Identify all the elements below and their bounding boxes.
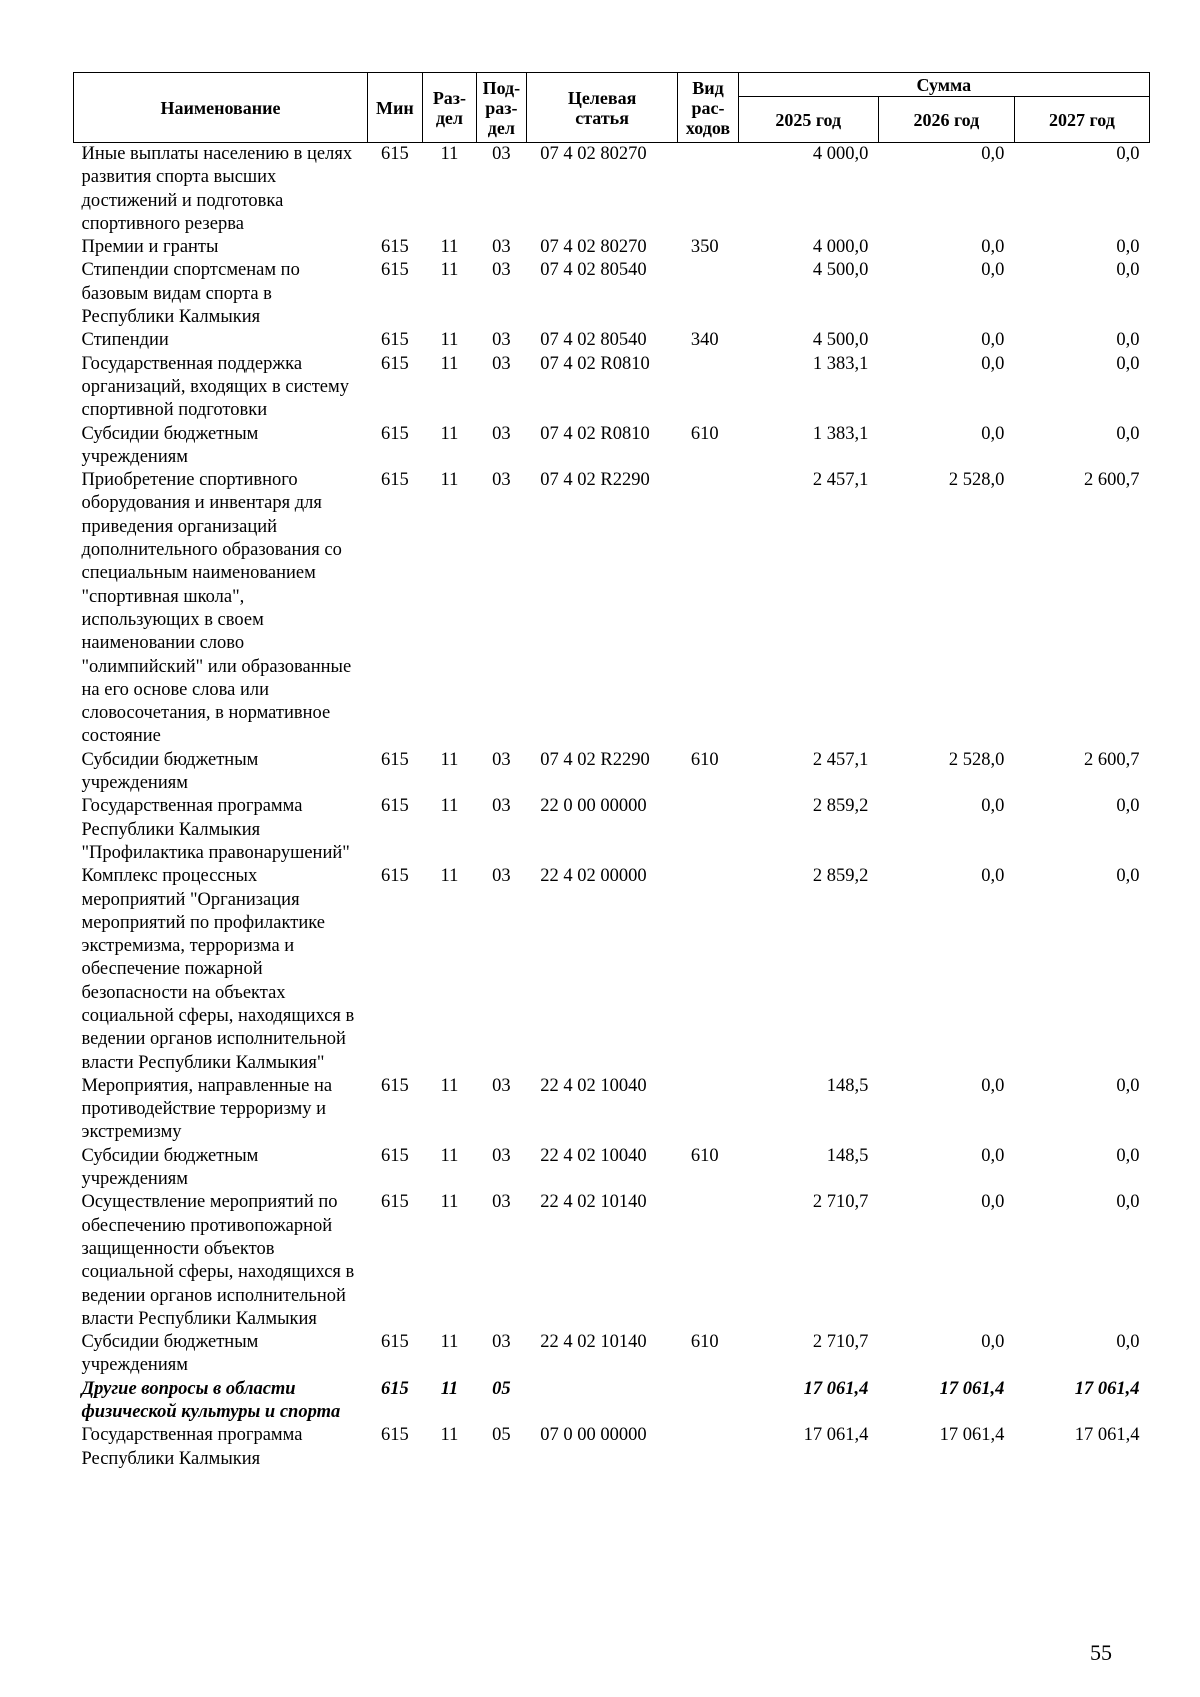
row-razdel: 11 xyxy=(440,1075,459,1096)
row-sum-2025: 2 710,7 xyxy=(812,1332,869,1353)
row-target-article: 07 4 02 80270 xyxy=(540,144,647,164)
table-row xyxy=(74,1075,1150,1145)
row-min: 615 xyxy=(381,353,409,374)
row-sum-2027: 2 600,7 xyxy=(1084,470,1140,491)
row-expense-type xyxy=(678,1191,738,1331)
row-name: Субсидии бюджетным учреждениям xyxy=(81,1145,259,1190)
row-sum-2027: 17 061,4 xyxy=(1074,1378,1140,1399)
row-sum-2025: 2 859,2 xyxy=(812,796,869,817)
row-min: 615 xyxy=(381,1378,409,1399)
row-name: Другие вопросы в области физической культуры и спорта xyxy=(81,1378,341,1423)
row-sum-2027: 0,0 xyxy=(1116,1332,1140,1353)
row-target-article: 07 4 02 R2290 xyxy=(540,749,650,770)
row-sum-2026: 17 061,4 xyxy=(939,1425,1005,1446)
row-razdel: 11 xyxy=(440,260,459,281)
row-podrazdel: 05 xyxy=(492,1378,511,1399)
row-expense-type xyxy=(678,865,738,1075)
row-name: Субсидии бюджетным учреждениям xyxy=(81,749,259,794)
row-razdel: 11 xyxy=(440,423,459,444)
row-sum-2027: 0,0 xyxy=(1116,144,1140,164)
row-sum-2026: 0,0 xyxy=(981,1332,1005,1353)
row-expense-type: 340 xyxy=(690,330,719,351)
row-expense-type: 350 xyxy=(690,237,719,258)
table-row xyxy=(74,143,1150,237)
row-min: 615 xyxy=(381,144,409,164)
table-row xyxy=(74,865,1150,1075)
row-expense-type xyxy=(678,353,738,423)
header-vid: Вид рас- ходов xyxy=(678,73,738,143)
row-expense-type xyxy=(678,795,738,865)
row-min: 615 xyxy=(381,1192,409,1213)
table-row xyxy=(74,236,1150,259)
row-min: 615 xyxy=(381,423,409,444)
row-min: 615 xyxy=(381,1075,409,1096)
row-sum-2026: 0,0 xyxy=(981,866,1005,887)
row-sum-2025: 2 859,2 xyxy=(812,866,869,887)
header-target: Целевая статья xyxy=(526,73,678,143)
row-razdel: 11 xyxy=(440,1332,459,1353)
header-razdel: Раз- дел xyxy=(422,73,476,143)
row-podrazdel: 03 xyxy=(492,1145,511,1166)
row-sum-2025: 2 457,1 xyxy=(812,470,869,491)
row-podrazdel: 03 xyxy=(492,330,511,351)
row-sum-2027: 0,0 xyxy=(1116,423,1140,444)
row-sum-2025: 17 061,4 xyxy=(803,1378,869,1399)
table-row xyxy=(74,423,1150,470)
row-name: Комплекс процессных мероприятий "Организация мероприятий по профилактике экстремизма, терроризма и обеспечение пожарной безопасности на объектах социальной сферы, находящихся в ведении органов исполнительной власти Республики Калмыкия" xyxy=(81,866,355,1073)
row-podrazdel: 03 xyxy=(492,1332,511,1353)
row-name: Субсидии бюджетным учреждениям xyxy=(81,423,259,467)
row-sum-2026: 0,0 xyxy=(981,330,1005,351)
row-sum-2026: 2 528,0 xyxy=(948,749,1005,770)
header-min: Мин xyxy=(367,73,422,143)
row-name: Осуществление мероприятий по обеспечению противопожарной защищенности объектов социальной сферы, находящихся в ведении органов исполнительной власти Республики Калмыкия xyxy=(81,1192,355,1329)
row-sum-2025: 148,5 xyxy=(826,1075,869,1096)
row-sum-2025: 4 000,0 xyxy=(812,144,869,164)
row-sum-2027: 0,0 xyxy=(1116,1145,1140,1166)
row-sum-2026: 0,0 xyxy=(981,1192,1005,1213)
row-min: 615 xyxy=(381,866,409,887)
row-target-article: 07 4 02 R2290 xyxy=(540,470,650,491)
page-number: 55 xyxy=(1090,1640,1112,1665)
row-name: Иные выплаты населению в целях развития спорта высших достижений и подготовка спортивного резерва xyxy=(81,144,353,234)
table-header xyxy=(74,73,1150,143)
row-podrazdel: 03 xyxy=(492,237,511,258)
row-name: Премии и гранты xyxy=(81,237,219,258)
row-podrazdel: 03 xyxy=(492,144,511,164)
row-podrazdel: 03 xyxy=(492,353,511,374)
row-expense-type xyxy=(678,1378,738,1425)
row-sum-2026: 17 061,4 xyxy=(939,1378,1005,1399)
row-sum-2027: 0,0 xyxy=(1116,353,1140,374)
row-sum-2025: 2 710,7 xyxy=(812,1192,869,1213)
row-name: Мероприятия, направленные на противодействие терроризму и экстремизму xyxy=(81,1075,333,1143)
row-razdel: 11 xyxy=(440,237,459,258)
row-razdel: 11 xyxy=(440,749,459,770)
row-target-article: 07 4 02 80540 xyxy=(540,260,647,281)
table-row xyxy=(74,1145,1150,1192)
row-podrazdel: 03 xyxy=(492,1075,511,1096)
row-podrazdel: 03 xyxy=(492,260,511,281)
row-sum-2027: 0,0 xyxy=(1116,1192,1140,1213)
row-sum-2027: 0,0 xyxy=(1116,796,1140,817)
header-summa: Сумма xyxy=(738,73,1149,97)
row-podrazdel: 03 xyxy=(492,866,511,887)
row-razdel: 11 xyxy=(440,1425,459,1446)
row-target-article: 07 0 00 00000 xyxy=(540,1425,647,1446)
row-min: 615 xyxy=(381,1145,409,1166)
row-name: Стипендии xyxy=(81,330,169,351)
row-sum-2025: 4 500,0 xyxy=(812,260,869,281)
row-min: 615 xyxy=(381,470,409,491)
row-min: 615 xyxy=(381,1425,409,1446)
row-razdel: 11 xyxy=(440,866,459,887)
row-sum-2027: 0,0 xyxy=(1116,237,1140,258)
header-name: Наименование xyxy=(74,73,368,143)
row-expense-type: 610 xyxy=(690,1332,719,1353)
row-podrazdel: 05 xyxy=(492,1425,511,1446)
row-sum-2026: 0,0 xyxy=(981,423,1005,444)
row-podrazdel: 03 xyxy=(492,749,511,770)
row-sum-2026: 0,0 xyxy=(981,237,1005,258)
row-podrazdel: 03 xyxy=(492,470,511,491)
row-razdel: 11 xyxy=(440,1145,459,1166)
row-target-article: 22 4 02 10140 xyxy=(540,1332,647,1353)
row-razdel: 11 xyxy=(440,330,459,351)
row-expense-type xyxy=(678,1075,738,1145)
row-target-article: 22 4 02 10040 xyxy=(540,1075,647,1096)
row-sum-2025: 4 000,0 xyxy=(812,237,869,258)
row-razdel: 11 xyxy=(440,1378,459,1399)
table-row xyxy=(74,1424,1150,1471)
table-row xyxy=(74,1378,1150,1425)
row-expense-type xyxy=(678,469,738,749)
row-expense-type xyxy=(678,143,738,237)
table-row xyxy=(74,1331,1150,1378)
row-sum-2027: 0,0 xyxy=(1116,330,1140,351)
row-razdel: 11 xyxy=(440,470,459,491)
table-row xyxy=(74,749,1150,796)
row-sum-2026: 0,0 xyxy=(981,796,1005,817)
row-min: 615 xyxy=(381,1332,409,1353)
row-min: 615 xyxy=(381,796,409,817)
budget-table xyxy=(73,72,1150,1471)
row-razdel: 11 xyxy=(440,796,459,817)
row-target-article xyxy=(526,1378,678,1425)
table-row xyxy=(74,259,1150,329)
row-sum-2027: 2 600,7 xyxy=(1084,749,1140,770)
row-expense-type: 610 xyxy=(690,423,719,444)
row-podrazdel: 03 xyxy=(492,423,511,444)
table-body xyxy=(74,143,1150,1471)
row-sum-2025: 2 457,1 xyxy=(812,749,869,770)
row-podrazdel: 03 xyxy=(492,796,511,817)
row-name: Государственная программа Республики Калмыкия "Профилактика правонарушений" xyxy=(81,796,350,863)
row-min: 615 xyxy=(381,260,409,281)
row-target-article: 07 4 02 80270 xyxy=(540,237,647,258)
header-podrazdel: Под- раз- дел xyxy=(476,73,526,143)
row-name: Государственная программа Республики Калмыкия xyxy=(81,1425,303,1469)
row-min: 615 xyxy=(381,749,409,770)
row-sum-2025: 17 061,4 xyxy=(803,1425,869,1446)
row-name: Стипендии спортсменам по базовым видам спорта в Республики Калмыкия xyxy=(81,260,300,328)
header-2027: 2027 год xyxy=(1014,97,1149,143)
row-sum-2025: 148,5 xyxy=(826,1145,869,1166)
header-2025: 2025 год xyxy=(738,97,878,143)
row-sum-2025: 1 383,1 xyxy=(812,353,869,374)
row-sum-2027: 0,0 xyxy=(1116,1075,1140,1096)
table-row xyxy=(74,1191,1150,1331)
row-target-article: 22 4 02 00000 xyxy=(540,866,647,887)
row-target-article: 07 4 02 R0810 xyxy=(540,353,650,374)
row-expense-type xyxy=(678,259,738,329)
table-row xyxy=(74,795,1150,865)
header-2026: 2026 год xyxy=(878,97,1014,143)
row-name: Субсидии бюджетным учреждениям xyxy=(81,1332,259,1376)
row-sum-2026: 0,0 xyxy=(981,353,1005,374)
table-row xyxy=(74,469,1150,749)
row-target-article: 07 4 02 80540 xyxy=(540,330,647,351)
table-row xyxy=(74,329,1150,352)
row-target-article: 22 0 00 00000 xyxy=(540,796,647,817)
row-target-article: 07 4 02 R0810 xyxy=(540,423,650,444)
row-name: Приобретение спортивного оборудования и инвентаря для приведения организаций дополнительного образования со специальным наименованием "спортивная школа", использующих в своем наименовании слово "олимпийский" или образованные на его основе слова или словосочетания, в нормативное состояние xyxy=(81,470,352,747)
row-sum-2025: 1 383,1 xyxy=(812,423,869,444)
row-min: 615 xyxy=(381,237,409,258)
row-expense-type: 610 xyxy=(690,1145,719,1166)
row-razdel: 11 xyxy=(440,353,459,374)
row-sum-2026: 0,0 xyxy=(981,1075,1005,1096)
row-sum-2027: 0,0 xyxy=(1116,866,1140,887)
row-min: 615 xyxy=(381,330,409,351)
row-target-article: 22 4 02 10040 xyxy=(540,1145,647,1166)
row-sum-2026: 2 528,0 xyxy=(948,470,1005,491)
row-expense-type xyxy=(678,1424,738,1471)
row-sum-2026: 0,0 xyxy=(981,144,1005,164)
row-sum-2027: 17 061,4 xyxy=(1074,1425,1140,1446)
row-razdel: 11 xyxy=(440,1192,459,1213)
row-target-article: 22 4 02 10140 xyxy=(540,1192,647,1213)
row-razdel: 11 xyxy=(440,144,459,164)
row-sum-2026: 0,0 xyxy=(981,1145,1005,1166)
row-name: Государственная поддержка организаций, входящих в систему спортивной подготовки xyxy=(81,353,349,421)
row-podrazdel: 03 xyxy=(492,1192,511,1213)
row-expense-type: 610 xyxy=(690,749,719,770)
row-sum-2025: 4 500,0 xyxy=(812,330,869,351)
row-sum-2027: 0,0 xyxy=(1116,260,1140,281)
row-sum-2026: 0,0 xyxy=(981,260,1005,281)
table-row xyxy=(74,353,1150,423)
